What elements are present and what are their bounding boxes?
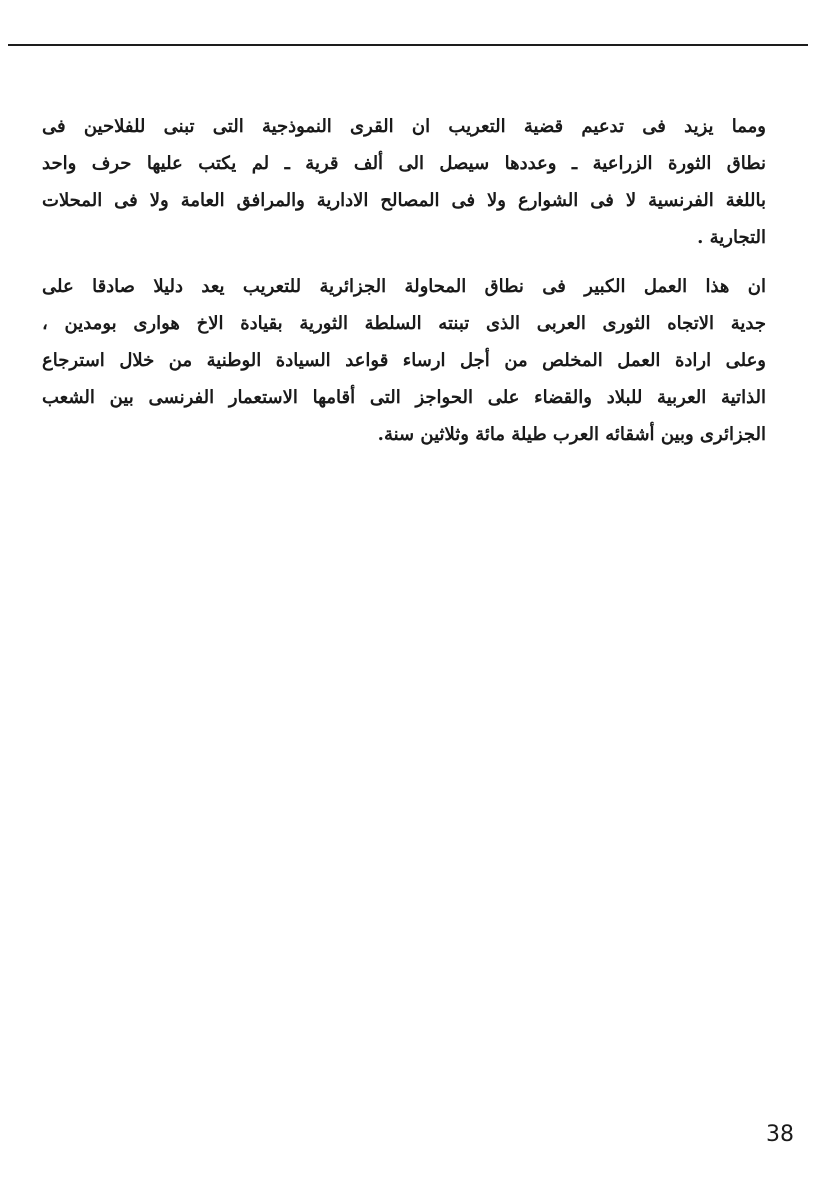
paragraph-line: ان هذا العمل الكبير فى نطاق المحاولة الجزائرية للتعريب يعد دليلا صادقا على bbox=[42, 276, 766, 297]
header-rule bbox=[8, 44, 808, 46]
paragraph-line: وعلى ارادة العمل المخلص من أجل ارساء قواعد السيادة الوطنية من خلال استرجاع bbox=[42, 350, 766, 371]
paragraph-line: التجارية . bbox=[697, 227, 766, 248]
paragraph-2 bbox=[42, 268, 766, 453]
paragraph-line: جدية الاتجاه الثورى العربى الذى تبنته السلطة الثورية بقيادة الاخ هوارى بومدين ، bbox=[42, 313, 766, 334]
paragraph-line: الجزائرى وبين أشقائه العرب طيلة مائة وثلاثين سنة. bbox=[377, 424, 766, 445]
page-number: 38 bbox=[766, 1122, 794, 1147]
paragraph-line: نطاق الثورة الزراعية ـ وعددها سيصل الى ألف قرية ـ لم يكتب عليها حرف واحد bbox=[42, 153, 766, 174]
paragraph-line: الذاتية العربية للبلاد والقضاء على الحواجز التى أقامها الاستعمار الفرنسى بين الشعب bbox=[42, 387, 766, 408]
paragraph-1 bbox=[42, 108, 766, 256]
paragraph-line: باللغة الفرنسية لا فى الشوارع ولا فى المصالح الادارية والمرافق العامة ولا فى المحلات bbox=[42, 190, 766, 211]
paragraph-line: ومما يزيد فى تدعيم قضية التعريب ان القرى النموذجية التى تبنى للفلاحين فى bbox=[42, 116, 766, 137]
